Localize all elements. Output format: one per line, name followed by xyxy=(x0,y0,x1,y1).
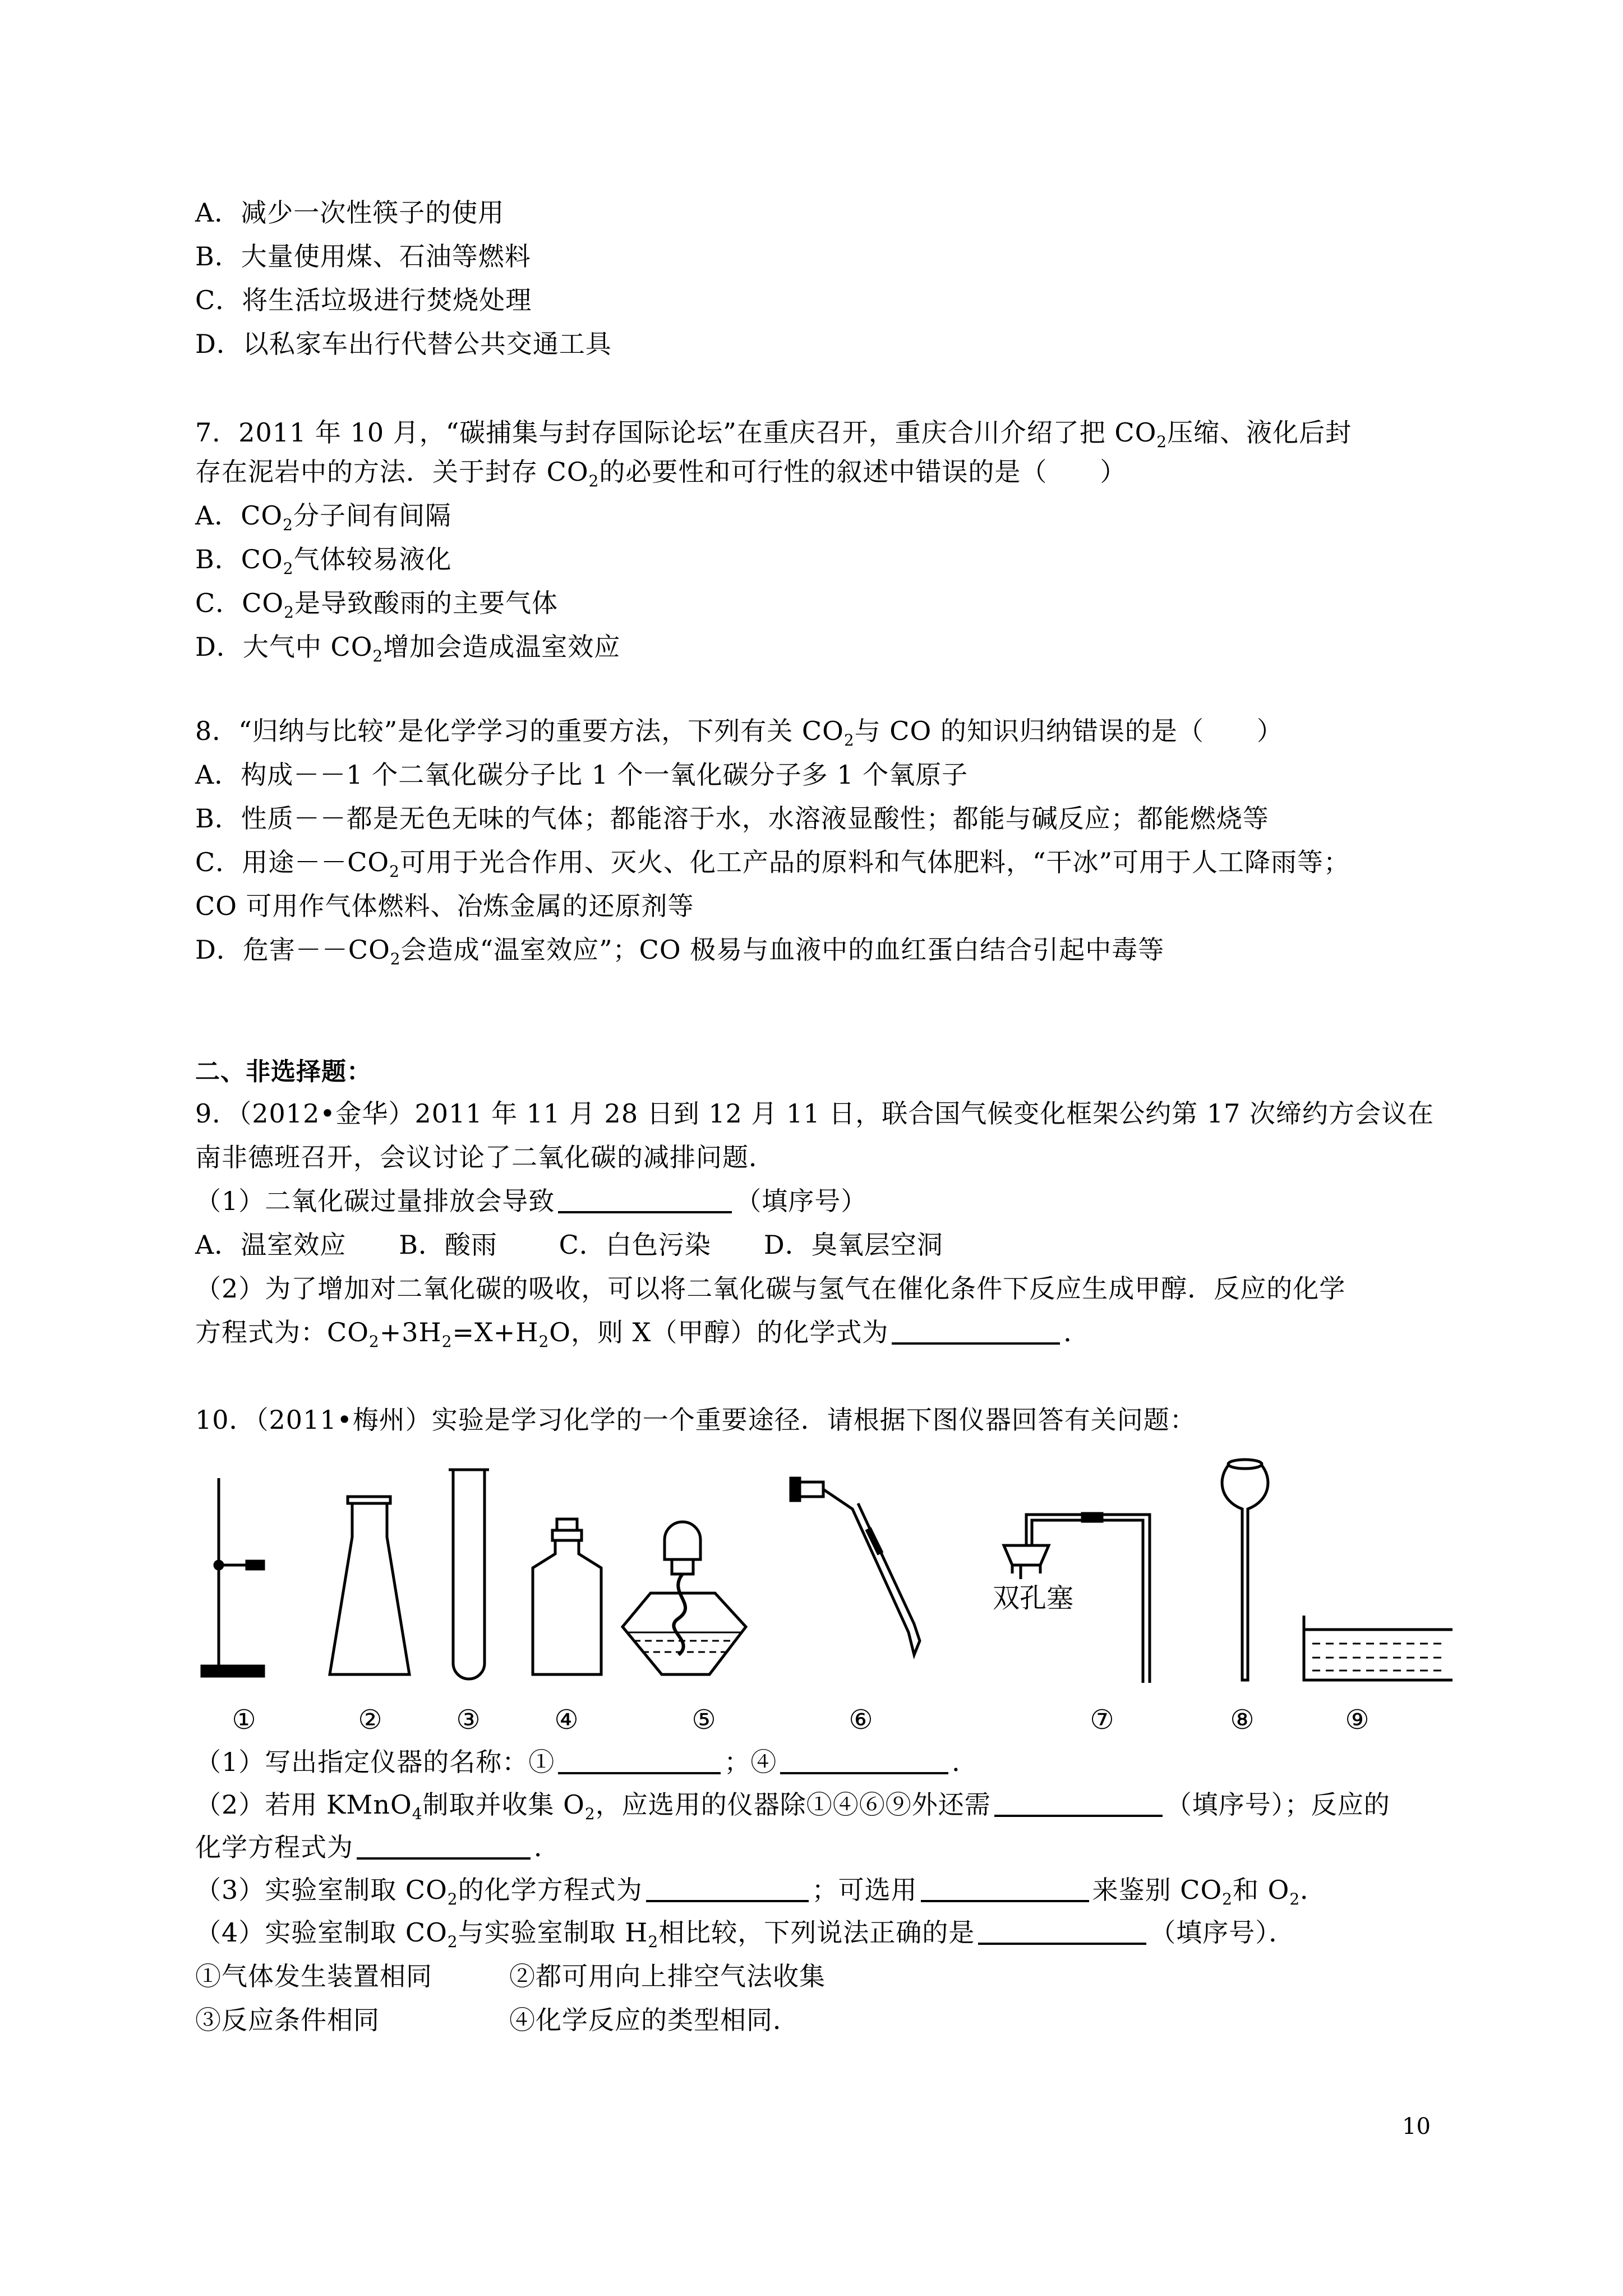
q9-stem-line1: 9．（2012•金华）2011 年 11 月 28 日到 12 月 11 日，联合国气候变化框架公约第 17 次缔约方会议在 xyxy=(195,1098,1435,1129)
q10-part2-line2: 化学方程式为 ． xyxy=(195,1832,560,1862)
apparatus-number: ⑤ xyxy=(691,1704,716,1736)
q10-part4-options-row1: ①气体发生装置相同 ②都可用向上排空气法收集 xyxy=(195,1961,826,1991)
answer-blank[interactable] xyxy=(978,1918,1146,1945)
test-tube-icon xyxy=(449,1470,489,1679)
q6-option-c: C．将生活垃圾进行焚烧处理 xyxy=(195,285,532,315)
two-hole-stopper-icon xyxy=(993,1513,1150,1683)
q8-option-c-line2: CO 可用作气体燃料、冶炼金属的还原剂等 xyxy=(195,891,694,921)
q6-option-d: D．以私家车出行代替公共交通工具 xyxy=(195,329,612,359)
apparatus-number: ⑧ xyxy=(1230,1704,1255,1736)
q8-option-a: A．构成－－1 个二氧化碳分子比 1 个一氧化碳分子多 1 个氧原子 xyxy=(195,760,969,790)
stopper-label: 双孔塞 xyxy=(993,1582,1074,1614)
q9-stem-line2: 南非德班召开，会议讨论了二氧化碳的减排问题． xyxy=(195,1142,775,1172)
q10-part2-line1: （2）若用 KMnO$_4$制取并收集 $O_2$，应选用的仪器除①④⑥⑨外还需 （填序号）；反应的 xyxy=(195,1789,1390,1823)
answer-blank[interactable] xyxy=(921,1875,1089,1902)
q7-option-d: D．大气中 $CO_2$增加会造成温室效应 xyxy=(195,632,621,665)
answer-blank[interactable] xyxy=(892,1318,1060,1345)
lab-apparatus-figure xyxy=(185,1447,1453,1722)
apparatus-number: ① xyxy=(232,1704,256,1736)
q10-part3: （3）实验室制取 $CO_2$的化学方程式为 ；可选用 来鉴别 $CO_2$和 $O_2$． xyxy=(195,1875,1327,1908)
apparatus-number: ⑥ xyxy=(849,1704,873,1736)
q9-part2-line2: 方程式为：$CO_2+3H_2=X+H_2O$，则 X（甲醇）的化学式为 ． xyxy=(195,1317,1090,1351)
q9-part2-line1: （2）为了增加对二氧化碳的吸收，可以将二氧化碳与氢气在催化条件下反应生成甲醇．反应的化学 xyxy=(195,1273,1346,1304)
q10-part1: （1）写出指定仪器的名称：① ；④ ． xyxy=(195,1747,979,1777)
q7-stem-line1: 7．2011 年 10 月，“碳捕集与封存国际论坛”在重庆召开，重庆合川介绍了把 $CO_2$压缩、液化后封 xyxy=(195,417,1352,451)
q10-part4: （4）实验室制取 $CO_2$与实验室制取 $H_2$相比较，下列说法正确的是 （填序号）． xyxy=(195,1917,1295,1951)
conical-flask-icon xyxy=(330,1497,409,1674)
q8-option-b: B．性质－－都是无色无味的气体；都能溶于水，水溶液显酸性；都能与碱反应；都能燃烧等 xyxy=(195,803,1269,834)
water-trough-icon xyxy=(1304,1616,1453,1680)
page-number: 10 xyxy=(1402,2114,1431,2139)
answer-blank[interactable] xyxy=(357,1833,531,1860)
apparatus-number: ⑨ xyxy=(1345,1704,1370,1736)
delivery-tube-icon xyxy=(791,1478,920,1655)
answer-blank[interactable] xyxy=(780,1747,948,1774)
q10-part4-options-row2: ③反应条件相同 ④化学反应的类型相同． xyxy=(195,2005,799,2035)
q9-part1: （1）二氧化碳过量排放会导致 （填序号） xyxy=(195,1186,868,1216)
iron-stand-icon xyxy=(202,1478,264,1676)
funnel-icon xyxy=(1222,1460,1268,1680)
q8-option-c-line1: C．用途$--CO_2$可用于光合作用、灭火、化工产品的原料和气体肥料，“干冰”可用于人工降雨等； xyxy=(195,847,1350,881)
q7-option-c: C．$CO_2$是导致酸雨的主要气体 xyxy=(195,588,558,622)
answer-blank[interactable] xyxy=(558,1186,732,1213)
answer-blank[interactable] xyxy=(558,1747,721,1774)
q7-option-a: A．$CO_2$分子间有间隔 xyxy=(195,500,451,534)
q10-stem: 10．（2011•梅州）实验是学习化学的一个重要途径．请根据下图仪器回答有关问题： xyxy=(195,1405,1196,1435)
q7-option-b: B．$CO_2$气体较易液化 xyxy=(195,544,452,578)
answer-blank[interactable] xyxy=(994,1790,1163,1817)
apparatus-number: ② xyxy=(358,1704,382,1736)
apparatus-number: ③ xyxy=(456,1704,481,1736)
gas-bottle-icon xyxy=(533,1519,601,1674)
alcohol-lamp-icon xyxy=(623,1522,746,1674)
apparatus-number: ⑦ xyxy=(1090,1704,1114,1736)
q6-option-b: B．大量使用煤、石油等燃料 xyxy=(195,241,531,272)
q6-option-a: A．减少一次性筷子的使用 xyxy=(195,197,505,228)
apparatus-number: ④ xyxy=(554,1704,579,1736)
answer-blank[interactable] xyxy=(646,1875,809,1902)
section-heading: 二、非选择题： xyxy=(195,1057,372,1086)
q8-stem: 8．“归纳与比较”是化学学习的重要方法，下列有关 $CO_2$与 CO 的知识归纳错误的是（ ） xyxy=(195,716,1283,749)
q9-part1-options: A．温室效应 B．酸雨 C．白色污染 D．臭氧层空洞 xyxy=(195,1230,943,1260)
q8-option-d: D．危害$--CO_2$会造成“温室效应”；CO 极易与血液中的血红蛋白结合引起中毒等 xyxy=(195,935,1165,968)
q7-stem-line2: 存在泥岩中的方法．关于封存 $CO_2$的必要性和可行性的叙述中错误的是（ ） xyxy=(195,457,1127,490)
